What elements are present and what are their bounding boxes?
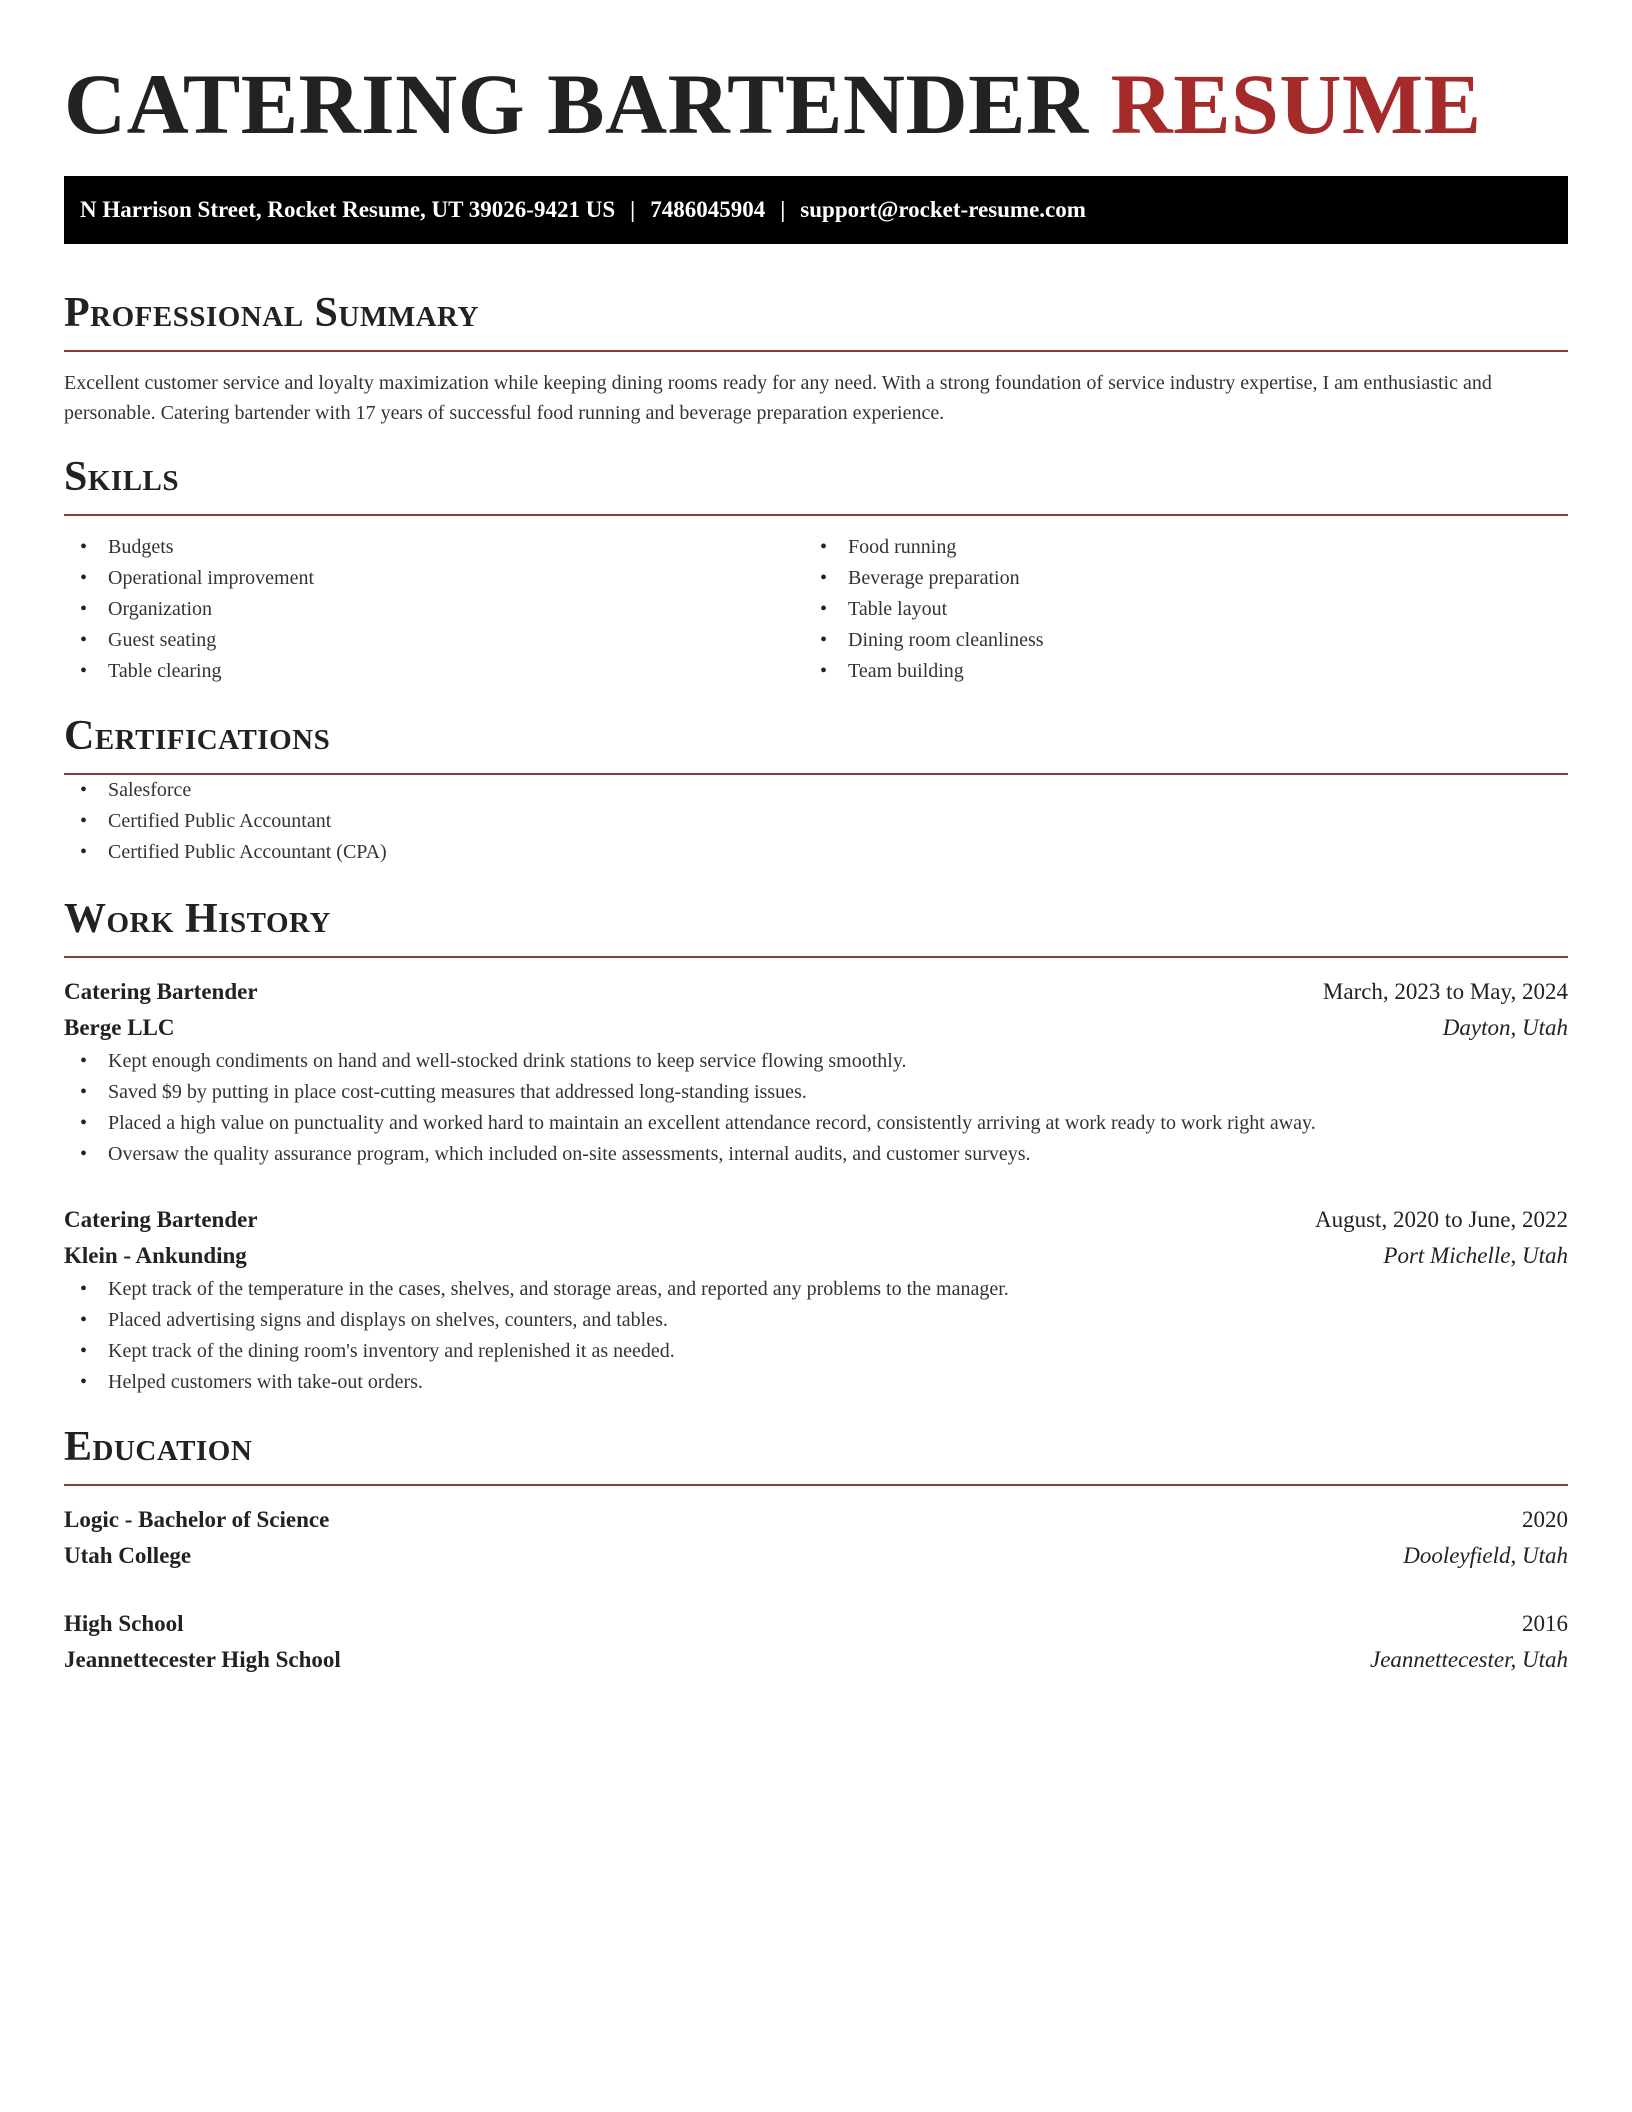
job-title: Catering Bartender: [64, 1207, 258, 1232]
skill-item: • Table layout: [804, 594, 1544, 625]
certifications-list: [64, 775, 1568, 868]
education-section: [64, 1422, 1568, 1678]
job-company-row: [64, 1010, 1568, 1046]
education-degree-row: [64, 1606, 1568, 1642]
education-entry: [64, 1606, 1568, 1678]
job-header-row: [64, 974, 1568, 1010]
summary-text: Excellent customer service and loyalty maximization while keeping dining rooms ready for any need. With a strong foundation of service industry expertise, I am enthusiastic and personable. Catering bartender with 17 years of successful food running and beverage preparation experience.: [64, 372, 1492, 424]
job-header-row: [64, 1202, 1568, 1238]
skill-item: • Team building: [804, 656, 1544, 687]
skill-item: • Dining room cleanliness: [804, 625, 1544, 656]
job-location: Port Michelle, Utah: [1383, 1243, 1568, 1268]
education-entry: [64, 1502, 1568, 1574]
contact-address: N Harrison Street, Rocket Resume, UT 39026-9421 US: [80, 197, 616, 222]
resume-page: [64, 56, 1568, 1678]
title-accent: RESUME: [1110, 56, 1482, 152]
skill-item: • Food running: [804, 532, 1544, 563]
job-company: Klein - Ankunding: [64, 1243, 247, 1268]
skill-item: • Table clearing: [64, 656, 804, 687]
job-company-row: [64, 1238, 1568, 1274]
contact-separator: |: [630, 197, 636, 222]
contact-separator: |: [780, 197, 786, 222]
job-duty-item: • Saved $9 by putting in place cost-cutting measures that addressed long-standing issues.: [64, 1077, 1568, 1108]
education-school: Utah College: [64, 1543, 192, 1568]
skill-item: • Budgets: [64, 532, 804, 563]
job-duty-item: • Placed advertising signs and displays on shelves, counters, and tables.: [64, 1305, 1568, 1336]
skill-item: • Beverage preparation: [804, 563, 1544, 594]
section-divider: [64, 350, 1568, 352]
education-location: Jeannettecester, Utah: [1370, 1647, 1568, 1672]
section-divider: [64, 1484, 1568, 1486]
education-degree: High School: [64, 1611, 184, 1636]
job-duty-item: • Oversaw the quality assurance program, which included on-site assessments, internal audits, and customer surveys.: [64, 1139, 1568, 1170]
education-year: 2020: [1522, 1507, 1568, 1532]
contact-phone: 7486045904: [650, 197, 766, 222]
job-dates: August, 2020 to June, 2022: [1315, 1207, 1568, 1232]
job-duty-item: • Placed a high value on punctuality and worked hard to maintain an excellent attendance record, consistently arriving at work ready to work right away.: [64, 1108, 1568, 1139]
job-duty-item: • Kept enough condiments on hand and well-stocked drink stations to keep service flowing smoothly.: [64, 1046, 1568, 1077]
job-dates: March, 2023 to May, 2024: [1322, 979, 1568, 1004]
work-history-section: [64, 894, 1568, 1398]
job-entry: [64, 974, 1568, 1170]
certifications-section: [64, 711, 1568, 868]
contact-bar: [64, 176, 1568, 244]
education-heading: Education: [64, 1424, 253, 1470]
education-school-row: [64, 1642, 1568, 1678]
education-degree-row: [64, 1502, 1568, 1538]
resume-title: [64, 56, 1568, 152]
education-year: 2016: [1522, 1611, 1568, 1636]
summary-section: [64, 288, 1568, 428]
skill-item: • Operational improvement: [64, 563, 804, 594]
education-degree: Logic - Bachelor of Science: [64, 1507, 330, 1532]
job-title: Catering Bartender: [64, 979, 258, 1004]
title-main: CATERING BARTENDER: [64, 56, 1089, 152]
skills-list-left: [64, 532, 804, 687]
job-company: Berge LLC: [64, 1015, 175, 1040]
section-divider: [64, 514, 1568, 516]
job-entry: [64, 1202, 1568, 1398]
work-history-heading: Work History: [64, 896, 331, 942]
skill-item: • Organization: [64, 594, 804, 625]
job-duty-item: • Helped customers with take-out orders.: [64, 1367, 1568, 1398]
job-duties-list: [64, 1046, 1568, 1170]
education-location: Dooleyfield, Utah: [1403, 1543, 1568, 1568]
education-school-row: [64, 1538, 1568, 1574]
skill-item: • Guest seating: [64, 625, 804, 656]
skills-heading: Skills: [64, 454, 180, 500]
job-location: Dayton, Utah: [1442, 1015, 1568, 1040]
skills-columns: [64, 532, 1568, 687]
contact-email: support@rocket-resume.com: [800, 197, 1086, 222]
job-duty-item: • Kept track of the dining room's inventory and replenished it as needed.: [64, 1336, 1568, 1367]
certification-item: • Salesforce: [64, 775, 1568, 806]
section-divider: [64, 956, 1568, 958]
certification-item: • Certified Public Accountant: [64, 806, 1568, 837]
skills-section: [64, 452, 1568, 687]
job-duties-list: [64, 1274, 1568, 1398]
certifications-heading: Certifications: [64, 713, 331, 759]
certification-item: • Certified Public Accountant (CPA): [64, 837, 1568, 868]
summary-heading: Professional Summary: [64, 290, 479, 336]
education-school: Jeannettecester High School: [64, 1647, 341, 1672]
job-duty-item: • Kept track of the temperature in the cases, shelves, and storage areas, and reported any problems to the manager.: [64, 1274, 1568, 1305]
skills-list-right: [804, 532, 1544, 687]
